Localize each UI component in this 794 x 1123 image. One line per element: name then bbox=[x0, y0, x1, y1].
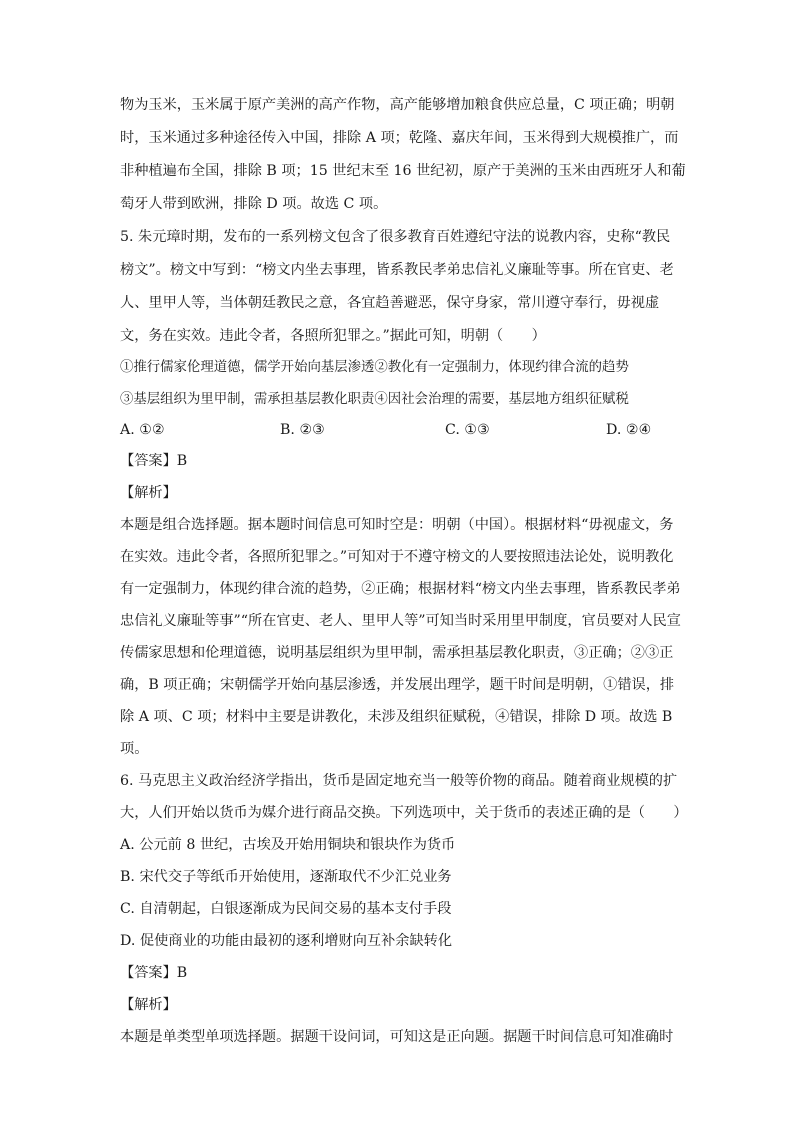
q6-analysis-line: 本题是单类型单项选择题。据题干设问词，可知这是正向题。据题干时间信息可知准确时 bbox=[120, 1029, 674, 1045]
q5-analysis-line: 忠信礼义廉耻等事”“所在官吏、老人、里甲人等”可知当时采用里甲制度，官员要对人民宣 bbox=[120, 613, 681, 629]
q6-answer: 【答案】B bbox=[120, 965, 188, 981]
q6-analysis-label: 【解析】 bbox=[120, 997, 177, 1013]
q5-option-c: C. ①③ bbox=[445, 422, 490, 438]
prev-explanation-line: 萄牙人带到欧洲，排除 D 项。故选 C 项。 bbox=[120, 196, 388, 212]
q6-option-c: C. 自清朝起，白银逐渐成为民间交易的基本支付手段 bbox=[120, 901, 452, 917]
q6-option-a: A. 公元前 8 世纪，古埃及开始用铜块和银块作为货币 bbox=[120, 837, 456, 853]
prev-explanation-line: 物为玉米，玉米属于原产美洲的高产作物，高产能够增加粮食供应总量，C 项正确；明朝 bbox=[120, 97, 675, 113]
q6-option-b: B. 宋代交子等纸币开始使用，逐渐取代不少汇兑业务 bbox=[120, 869, 452, 885]
q5-option-b: B. ②③ bbox=[280, 422, 325, 438]
q5-statement-line: ③基层组织为里甲制，需承担基层教化职责④因社会治理的需要，基层地方组织征赋税 bbox=[120, 392, 629, 407]
q6-stem-line: 6. 马克思主义政治经济学指出，货币是固定地充当一般等价物的商品。随着商业规模的扩 bbox=[120, 773, 678, 789]
q5-stem-line: 榜文”。榜文中写到：“榜文内坐去事理，皆系教民孝弟忠信礼义廉耻等事。所在官吏、老 bbox=[120, 262, 674, 278]
q5-option-d: D. ②④ bbox=[606, 422, 652, 438]
q5-analysis-label: 【解析】 bbox=[120, 485, 177, 501]
q5-stem-line: 5. 朱元璋时期，发布的一系列榜文包含了很多教育百姓遵纪守法的说教内容，史称“教民 bbox=[120, 229, 671, 245]
prev-explanation-line: 时，玉米通过多种途径传入中国，排除 A 项；乾隆、嘉庆年间，玉米得到大规模推广，而 bbox=[120, 130, 679, 146]
q5-analysis-line: 传儒家思想和伦理道德，说明基层组织为里甲制，需承担基层教化职责，③正确；②③正 bbox=[120, 645, 674, 661]
q5-analysis-line: 项。 bbox=[120, 741, 149, 757]
q5-statement-line: ①推行儒家伦理道德，儒学开始向基层渗透②教化有一定强制力，体现约律合流的趋势 bbox=[120, 360, 629, 375]
q5-option-a: A. ①② bbox=[120, 422, 165, 438]
q5-analysis-line: 本题是组合选择题。据本题时间信息可知时空是：明朝（中国）。根据材料“毋视虚文，务 bbox=[120, 517, 674, 533]
q6-stem-line: 大，人们开始以货币为媒介进行商品交换。下列选项中，关于货币的表述正确的是（ ） bbox=[120, 805, 688, 821]
q5-analysis-line: 确，B 项正确；宋朝儒学开始向基层渗透，并发展出理学，题干时间是明朝，①错误，排 bbox=[120, 677, 675, 693]
q6-option-d: D. 促使商业的功能由最初的逐利增财向互补余缺转化 bbox=[120, 933, 453, 949]
q5-analysis-line: 有一定强制力，体现约律合流的趋势，②正确；根据材料“榜文内坐去事理，皆系教民孝弟 bbox=[120, 581, 681, 597]
prev-explanation-line: 非种植遍布全国，排除 B 项；15 世纪末至 16 世纪初，原产于美洲的玉米由西班牙人和葡 bbox=[120, 163, 686, 179]
q5-stem-line: 文，务在实效。违此令者，各照所犯罪之。”据此可知，明朝（ ） bbox=[120, 328, 546, 344]
q5-answer: 【答案】B bbox=[120, 453, 188, 469]
q5-analysis-line: 除 A 项、C 项；材料中主要是讲教化，未涉及组织征赋税，④错误，排除 D 项。故选 B bbox=[120, 709, 673, 725]
q5-analysis-line: 在实效。违此令者，各照所犯罪之。”可知对于不遵守榜文的人要按照违法论处，说明教化 bbox=[120, 549, 674, 565]
q5-stem-line: 人、里甲人等，当体朝廷教民之意，各宜趋善避恶，保守身家，常川遵守奉行，毋视虚 bbox=[120, 295, 660, 311]
